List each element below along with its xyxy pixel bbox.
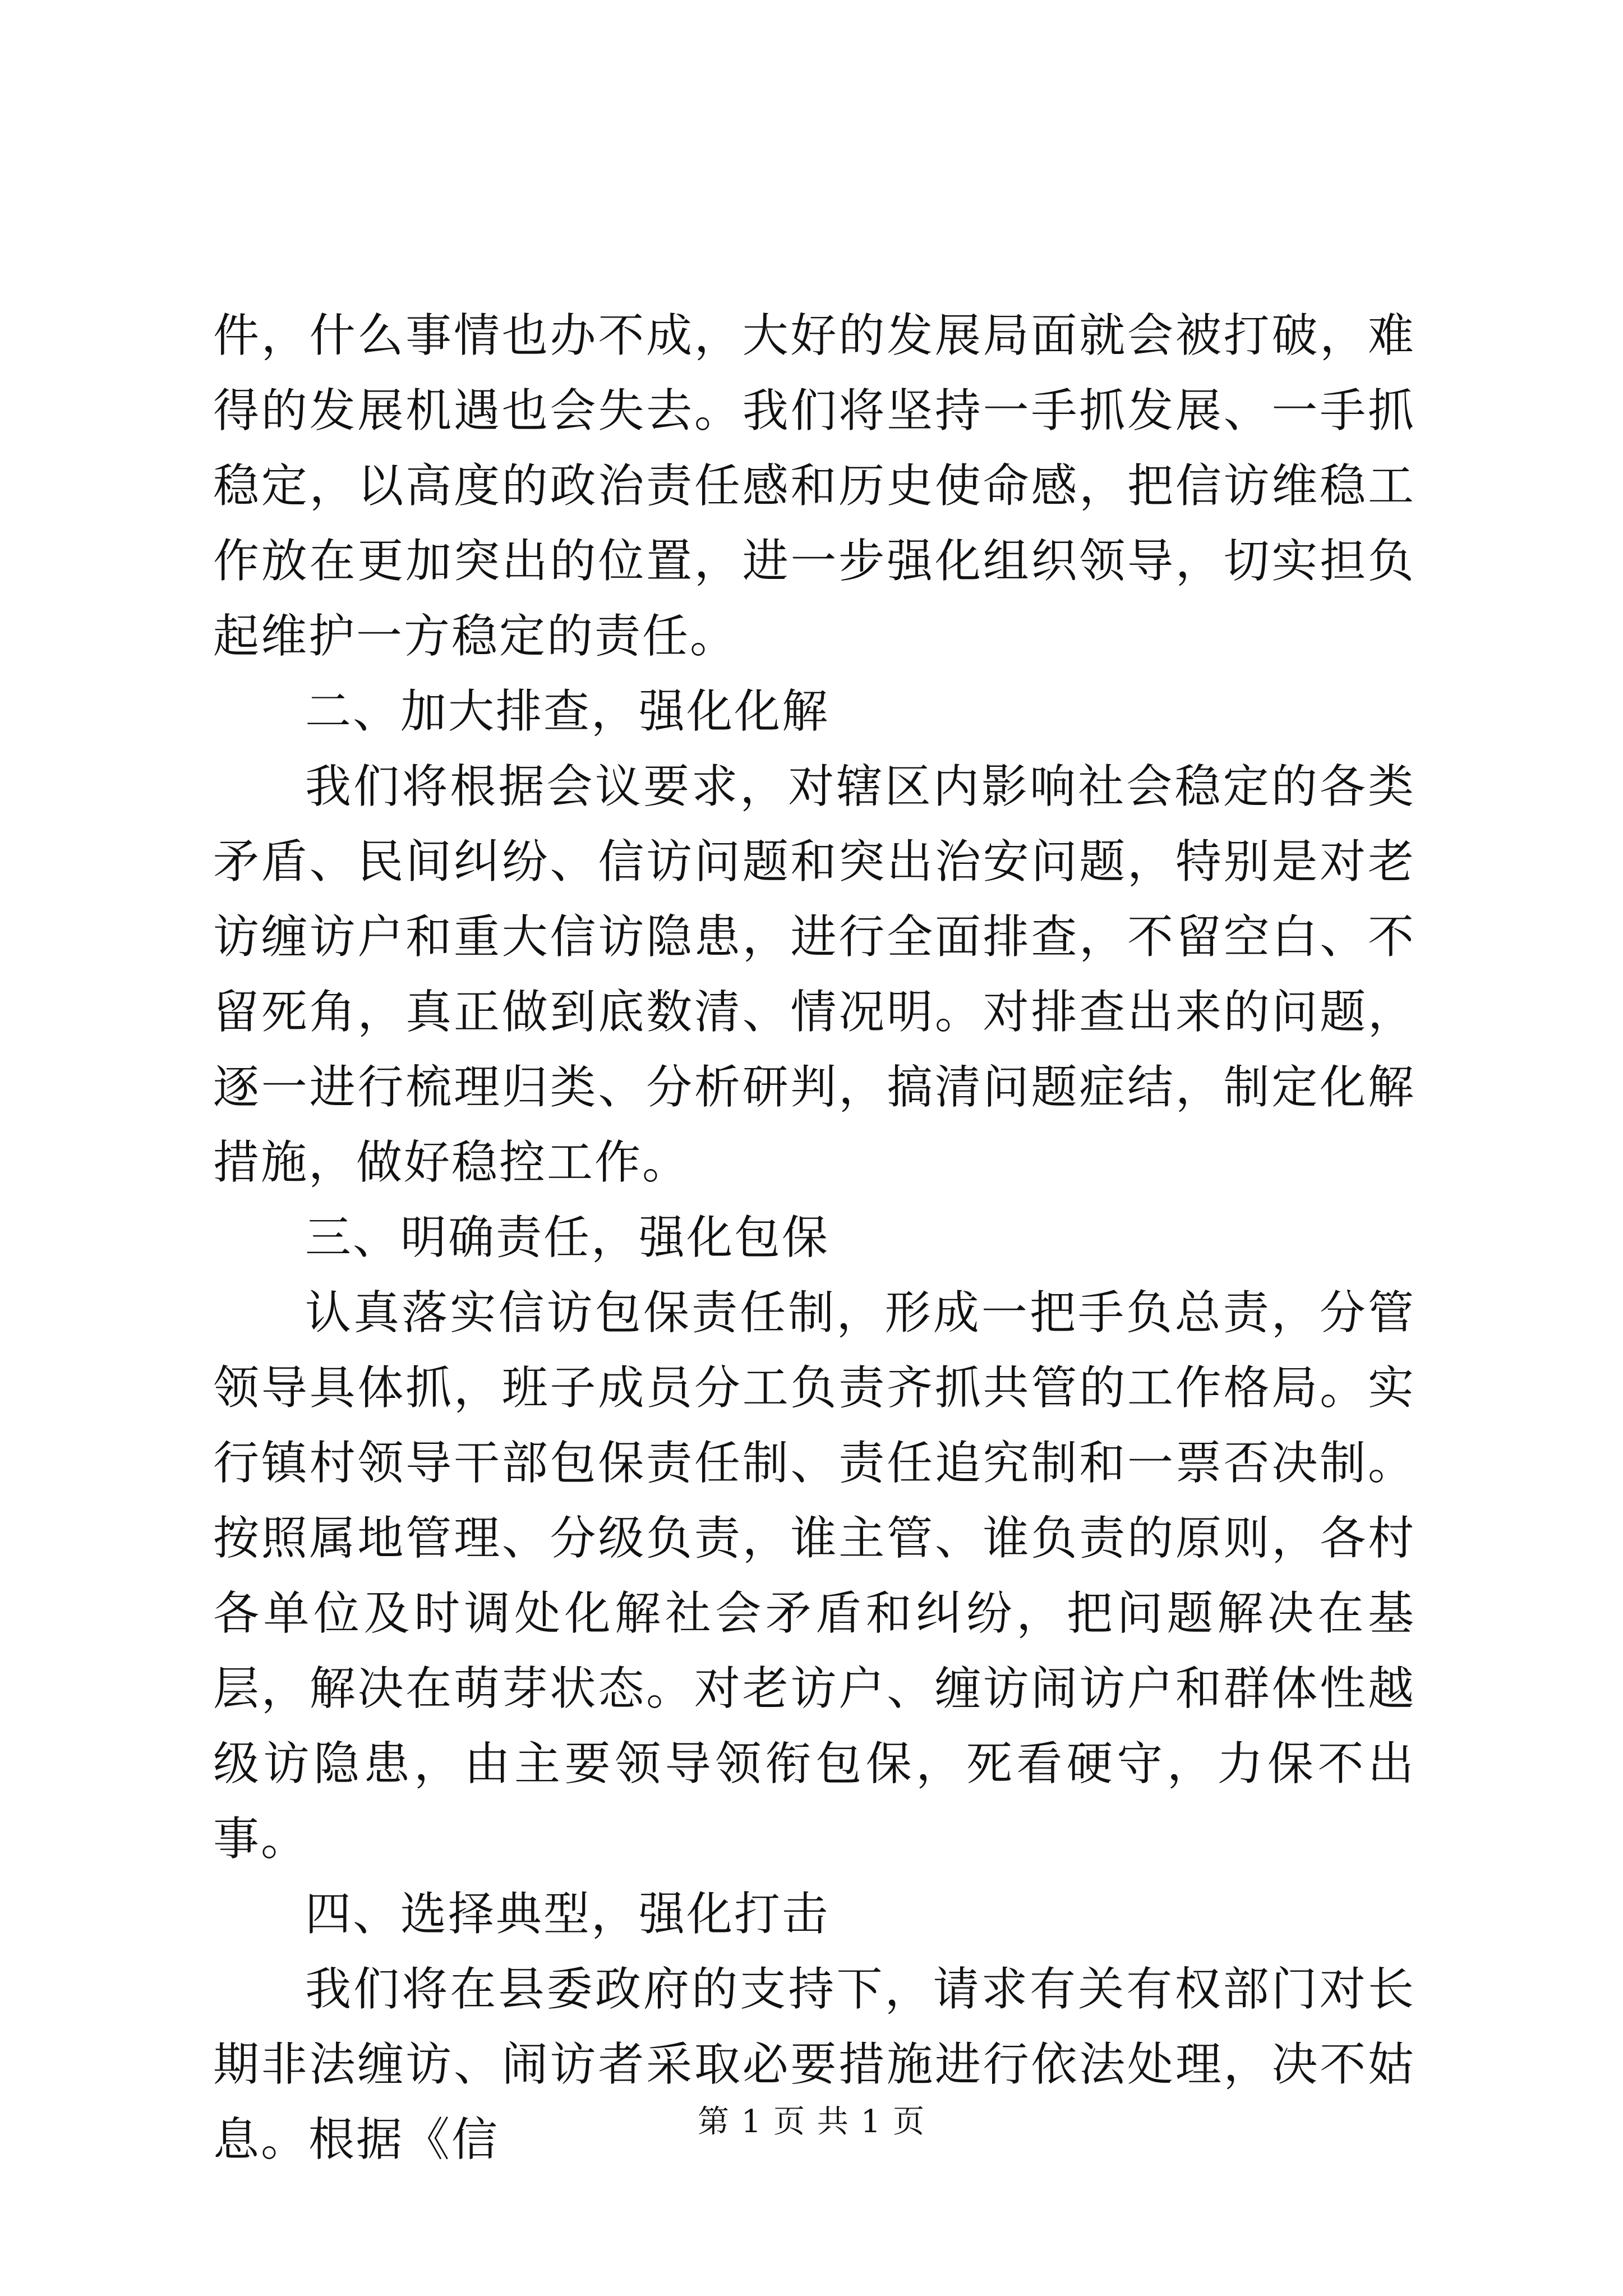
- page-footer: 第 1 页 共 1 页: [697, 2104, 926, 2140]
- section-heading-3: 三、明确责任，强化包保: [305, 1211, 830, 1264]
- section-heading-2: 二、加大排查，强化化解: [305, 685, 830, 738]
- document-body: [213, 298, 1415, 2178]
- paragraph-investigation: 我们将根据会议要求，对辖区内影响社会稳定的各类矛盾、民间纠纷、信访问题和突出治安问题，特别是对老访缠访户和重大信访隐患，进行全面排查，不留空白、不留死角，真正做到底数清、情况明。对排查出来的问题，逐一进行梳理归类、分析研判，搞清问题症结，制定化解措施，做好稳控工作。: [213, 760, 1415, 1189]
- paragraph-responsibility: 认真落实信访包保责任制，形成一把手负总责，分管领导具体抓，班子成员分工负责齐抓共管的工作格局。实行镇村领导干部包保责任制、责任追究制和一票否决制。按照属地管理、分级负责，谁主管、谁负责的原则，各村各单位及时调处化解社会矛盾和纠纷，把问题解决在基层，解决在萌芽状态。对老访户、缠访闹访户和群体性越级访隐患，由主要领导领衔包保，死看硬守，力保不出事。: [213, 1286, 1415, 1866]
- section-heading-4: 四、选择典型，强化打击: [305, 1888, 830, 1941]
- paragraph-enforcement: 我们将在县委政府的支持下，请求有关有权部门对长期非法缠访、闹访者采取必要措施进行依法处理，决不姑息。根据《信: [213, 1963, 1415, 2166]
- paragraph-continuation: 件，什么事情也办不成，大好的发展局面就会被打破，难得的发展机遇也会失去。我们将坚持一手抓发展、一手抓稳定，以高度的政治责任感和历史使命感，把信访维稳工作放在更加突出的位置，进一步强化组织领导，切实担负起维护一方稳定的责任。: [213, 309, 1415, 663]
